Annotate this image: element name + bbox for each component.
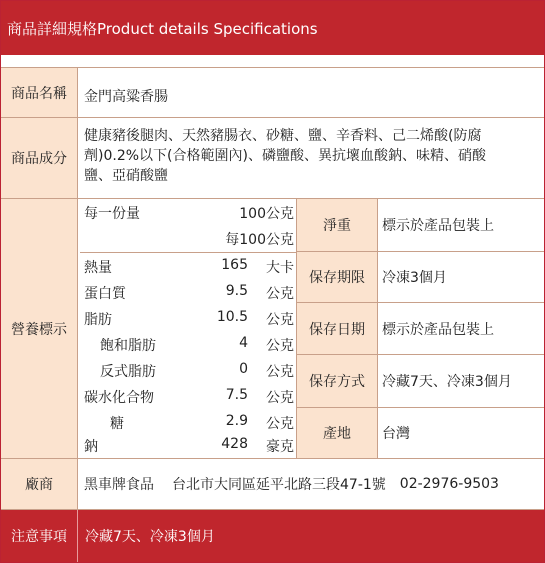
nutrient-unit: 公克 (266, 390, 294, 406)
serving-size-row (80, 203, 296, 223)
manufacturer-label: 廠商 (1, 459, 77, 509)
nutrition-row (80, 283, 296, 303)
notice-bar (1, 510, 544, 562)
nutrient-name: 鈉 (84, 439, 98, 455)
nutrition-row (80, 257, 296, 277)
nutrient-unit: 公克 (266, 286, 294, 302)
nutrition-row (80, 361, 296, 381)
storage-method-value: 冷藏7天、冷凍3個月 (382, 374, 512, 390)
page-title: 商品詳細規格Product details Specifications (1, 1, 544, 55)
nutrient-unit: 大卡 (266, 260, 294, 276)
divider (77, 510, 78, 562)
nutrient-unit: 公克 (266, 312, 294, 328)
divider (1, 67, 544, 68)
manufacturer-phone: 02-2976-9503 (399, 476, 499, 492)
nutrient-name: 蛋白質 (84, 286, 126, 302)
nutrient-amount: 0 (239, 361, 248, 377)
notice-label: 注意事項 (11, 529, 67, 545)
nutrient-amount: 7.5 (225, 387, 248, 403)
storage-method-label: 保存方式 (297, 355, 377, 407)
nutrient-name: 熱量 (84, 260, 112, 276)
net-weight-label: 淨重 (297, 199, 377, 251)
divider (80, 252, 296, 253)
nutrient-unit: 豪克 (266, 439, 294, 455)
ingredients-value (80, 122, 542, 186)
serving-size-label: 每一份量 (84, 206, 140, 222)
nutrient-unit: 公克 (266, 416, 294, 432)
spacer (1, 55, 544, 67)
manufacturer-name: 黑車牌食品 (84, 477, 154, 493)
nutrition-row (80, 436, 296, 456)
product-name-value: 金門高粱香腸 (84, 89, 168, 105)
nutrient-amount: 165 (221, 257, 248, 273)
net-weight-value: 標示於產品包裝上 (382, 218, 494, 234)
nutrient-amount: 9.5 (225, 283, 248, 299)
ingredients-line: 劑)0.2%以下(合格範圍內)、磷鹽酸、異抗壞血酸鈉、味精、硝酸 (84, 148, 486, 164)
nutrient-unit: 公克 (266, 364, 294, 380)
ingredients-line: 健康豬後腿肉、天然豬腸衣、砂糖、鹽、辛香料、己二烯酸(防腐 (84, 128, 482, 144)
per-amount-label: 每100公克 (225, 232, 294, 248)
serving-size-value: 100公克 (239, 206, 294, 222)
nutrient-amount: 4 (239, 335, 248, 351)
nutrient-amount: 428 (221, 436, 248, 452)
nutrient-name: 脂肪 (84, 312, 112, 328)
nutrient-name: 碳水化合物 (84, 390, 154, 406)
nutrient-unit: 公克 (266, 338, 294, 354)
nutrient-amount: 2.9 (225, 413, 248, 429)
notice-value: 冷藏7天、冷凍3個月 (85, 529, 215, 545)
origin-value: 台灣 (382, 426, 410, 442)
divider (1, 117, 544, 118)
nutrition-label: 營養標示 (1, 199, 77, 458)
per-amount-row (80, 229, 296, 249)
origin-label: 產地 (297, 408, 377, 458)
nutrient-name: 糖 (110, 416, 124, 432)
manufacturer-address: 台北市大同區延平北路三段47-1號 (172, 477, 386, 493)
divider (77, 68, 78, 509)
shelf-life-label: 保存期限 (297, 252, 377, 302)
product-name-label: 商品名稱 (1, 68, 77, 117)
nutrient-name: 反式脂肪 (100, 364, 156, 380)
nutrient-name: 飽和脂肪 (100, 338, 156, 354)
nutrition-row (80, 335, 296, 355)
ingredients-line: 鹽、亞硝酸鹽 (84, 168, 168, 184)
nutrition-row (80, 387, 296, 407)
manufacturer-value (84, 459, 542, 509)
nutrient-amount: 10.5 (216, 309, 248, 325)
nutrition-row (80, 309, 296, 329)
nutrition-row (80, 413, 296, 433)
ingredients-label: 商品成分 (1, 118, 77, 198)
shelf-life-value: 冷凍3個月 (382, 270, 447, 286)
storage-date-label: 保存日期 (297, 303, 377, 354)
storage-date-value: 標示於產品包裝上 (382, 321, 494, 338)
